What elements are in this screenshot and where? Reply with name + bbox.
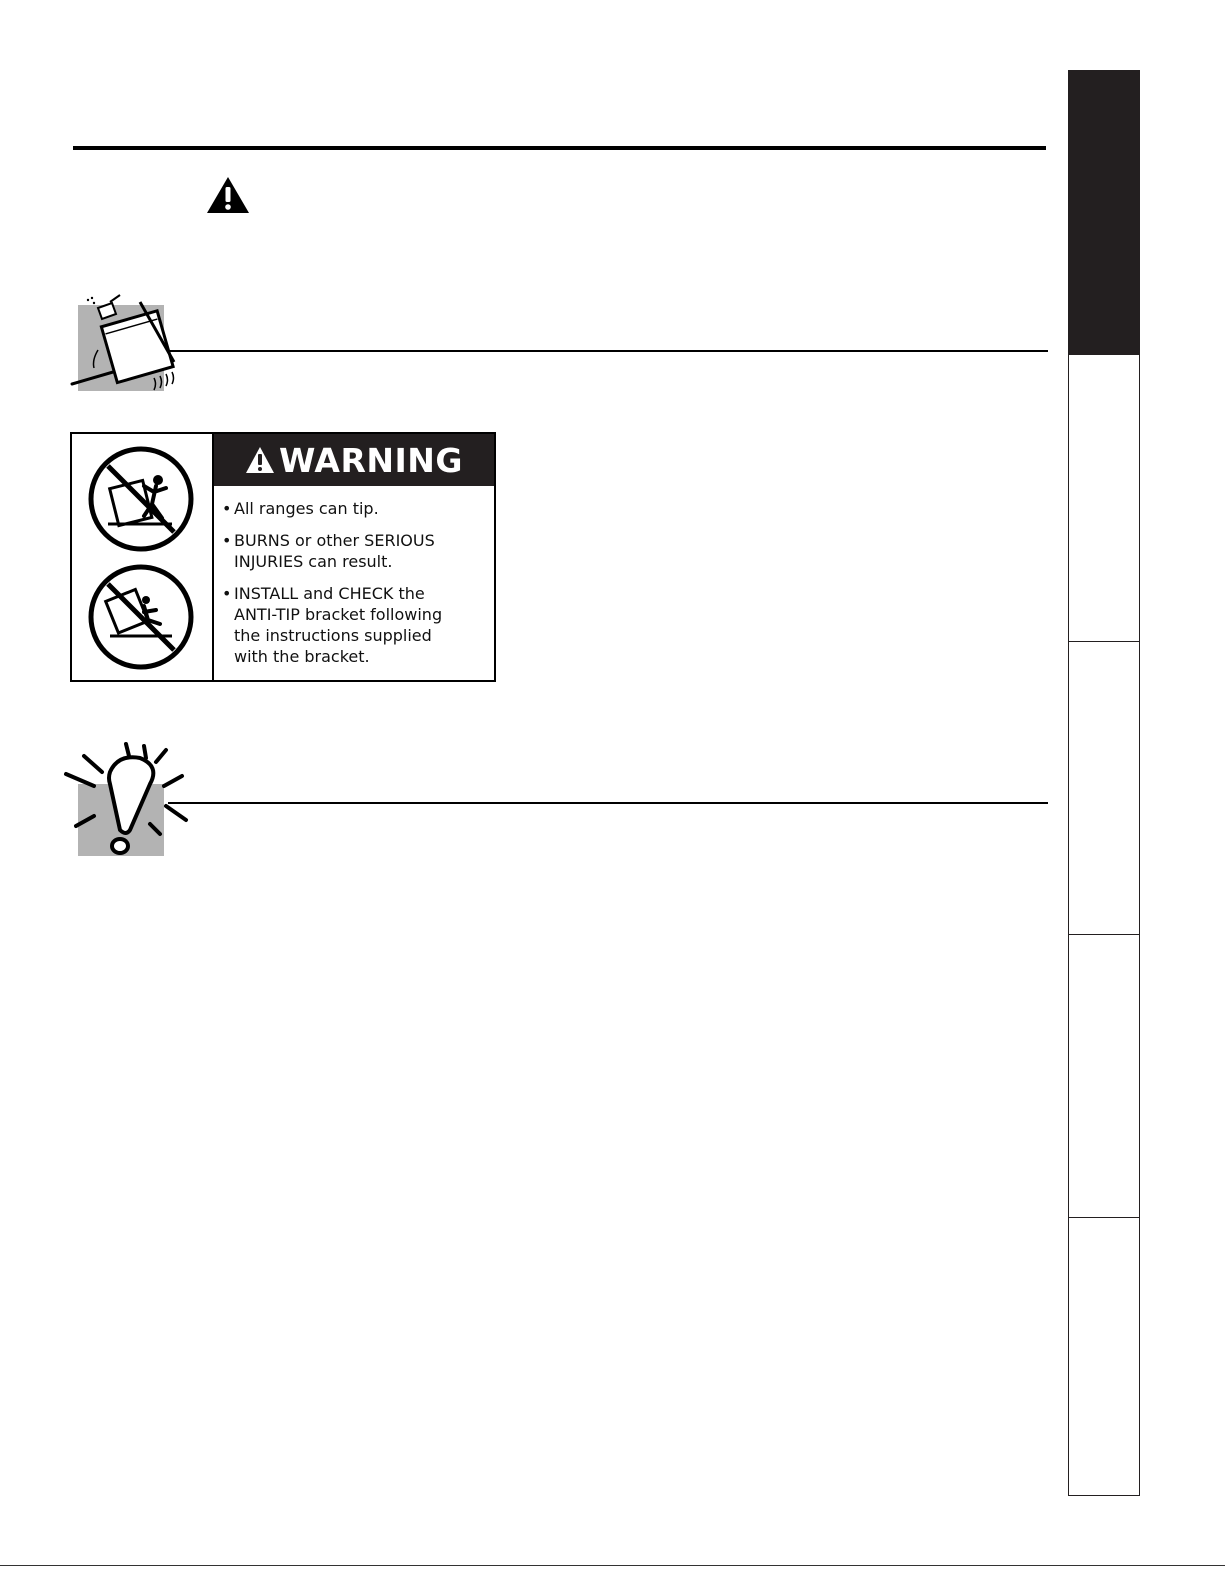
warning-item: • BURNS or other SERIOUS INJURIES can result. xyxy=(222,530,484,572)
tab-section-2[interactable] xyxy=(1069,355,1139,642)
warning-title: WARNING xyxy=(279,440,463,480)
warning-pictograms xyxy=(72,434,214,680)
warning-triangle-icon xyxy=(245,446,275,474)
tab-section-4[interactable] xyxy=(1069,935,1139,1218)
warning-triangle-icon xyxy=(206,176,250,214)
header-rule xyxy=(73,146,1046,150)
tab-safety-active[interactable] xyxy=(1069,71,1139,355)
tab-section-5[interactable] xyxy=(1069,1218,1139,1494)
section-rule xyxy=(168,802,1048,804)
warning-item: • INSTALL and CHECK the ANTI-TIP bracket following the instructions supplied with the bracket. xyxy=(222,583,484,667)
warning-list xyxy=(214,486,494,667)
exclamation-note-icon xyxy=(58,738,190,858)
anti-tip-warning-label xyxy=(70,432,496,682)
warning-text-panel xyxy=(214,434,494,680)
section-tabs xyxy=(1068,70,1140,1496)
warning-item: • All ranges can tip. xyxy=(222,498,484,519)
tab-section-3[interactable] xyxy=(1069,642,1139,935)
no-sitting-on-door-icon xyxy=(86,562,196,672)
no-climbing-icon xyxy=(86,444,196,554)
warning-header xyxy=(214,434,494,486)
footer-rule xyxy=(0,1565,1225,1566)
tipping-range-icon xyxy=(70,290,182,394)
section-rule xyxy=(168,350,1048,352)
